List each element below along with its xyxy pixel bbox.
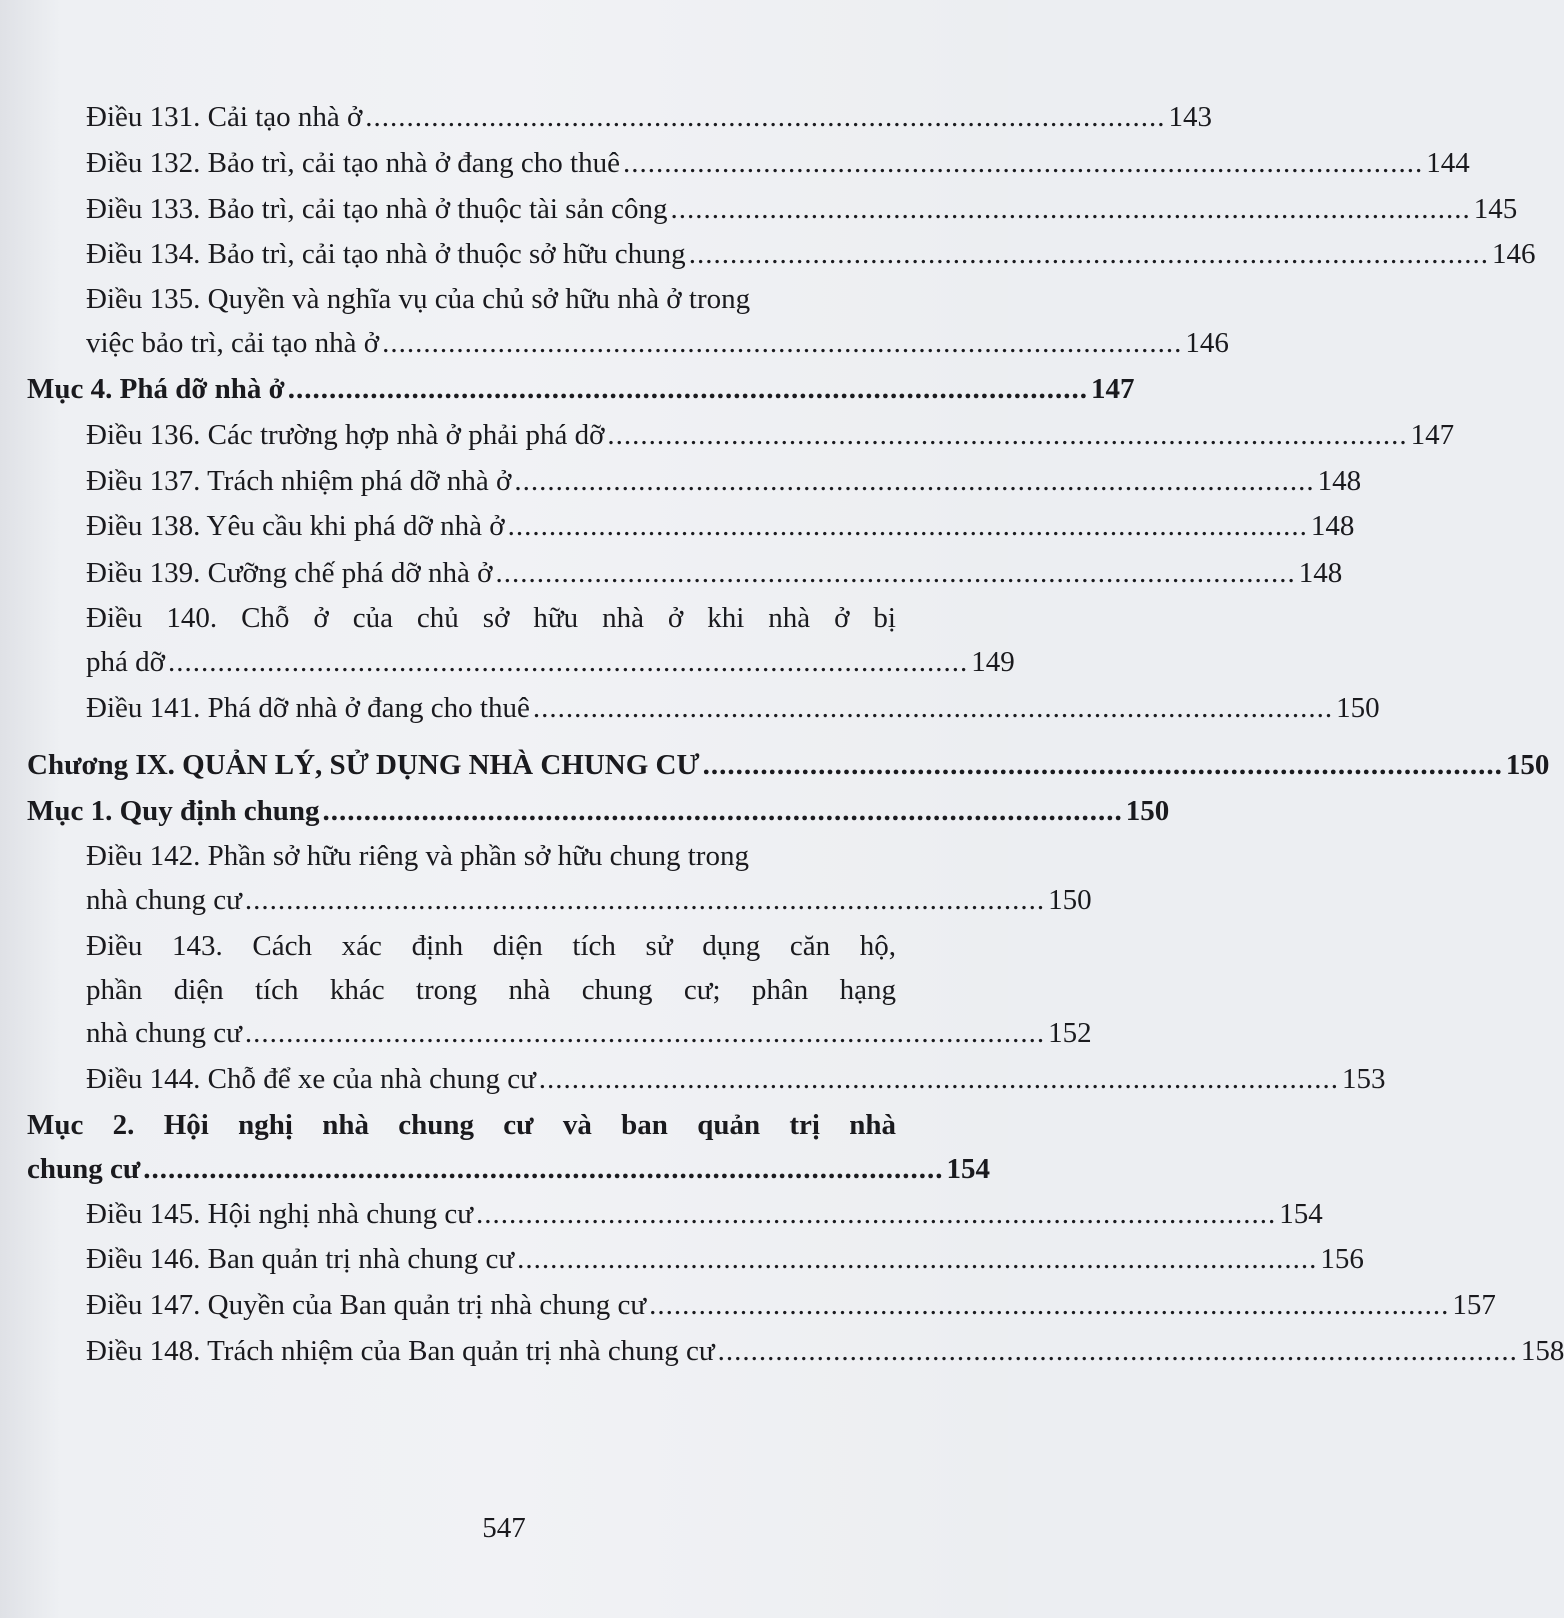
entry-title: Điều 147. Quyền của Ban quản trị nhà chung cư (86, 1289, 647, 1321)
dot-leader: ................................................................................................. (622, 147, 1424, 179)
entry-page: 147 (1090, 373, 1135, 405)
toc-entry (86, 232, 1536, 276)
entry-title: Điều 132. Bảo trì, cải tạo nhà ở đang cho thuê (86, 147, 620, 179)
entry-page: 156 (1320, 1243, 1364, 1275)
toc-row (0, 1283, 1496, 1327)
section-title-line: Mục 2. Hội nghị nhà chung cư và ban quản trị nhà (27, 1109, 896, 1141)
dot-leader: ................................................................................................. (649, 1289, 1450, 1321)
toc-row (0, 640, 1015, 684)
entry-page: 148 (1317, 465, 1362, 497)
toc-row (0, 551, 1343, 595)
toc-entry (86, 187, 1518, 231)
dot-leader: ................................................................................................. (507, 510, 1308, 542)
toc-row (0, 459, 1362, 503)
toc-row (0, 878, 1092, 922)
entry-page: 149 (971, 646, 1015, 678)
dot-leader: ................................................................................................. (365, 101, 1166, 133)
entry-title: Điều 137. Trách nhiệm phá dỡ nhà ở (86, 465, 512, 497)
entry-title: Điều 131. Cải tạo nhà ở (86, 101, 363, 133)
toc-entry (86, 640, 1015, 684)
section-title: chung cư (27, 1153, 141, 1185)
entry-title-line: Điều 140. Chỗ ở của chủ sở hữu nhà ở khi nhà ở bị (86, 602, 896, 634)
entry-title-line: Điều 143. Cách xác định diện tích sử dụng căn hộ, (86, 930, 896, 962)
dot-leader: ................................................................................................. (244, 884, 1046, 916)
dot-leader: ................................................................................................. (244, 1017, 1046, 1049)
chapter-title: Chương IX. QUẢN LÝ, SỬ DỤNG NHÀ CHUNG CƯ (27, 749, 700, 781)
toc-entry (86, 1057, 1386, 1101)
dot-leader: ................................................................................................. (670, 193, 1471, 225)
entry-title: Điều 138. Yêu cầu khi phá dỡ nhà ở (86, 510, 505, 542)
toc-entry (27, 743, 1550, 787)
toc-row (0, 187, 1518, 231)
entry-title: nhà chung cư (86, 884, 242, 916)
entry-page: 152 (1048, 1017, 1092, 1049)
toc-entry (86, 1237, 1364, 1281)
toc-entry (86, 878, 1092, 922)
toc-row (0, 1057, 1386, 1101)
entry-title: Điều 139. Cưỡng chế phá dỡ nhà ở (86, 557, 493, 589)
entry-page: 145 (1473, 193, 1518, 225)
entry-page: 148 (1298, 557, 1343, 589)
dot-leader: ................................................................................................. (167, 646, 969, 678)
toc-row (0, 141, 1470, 185)
entry-title: phá dỡ (86, 646, 165, 678)
toc-entry (27, 1147, 991, 1191)
toc-entry (86, 1011, 1092, 1055)
toc-row-first-line (0, 596, 1008, 640)
toc-row (0, 321, 1229, 365)
toc-row-first-line (0, 924, 1008, 968)
toc-row (0, 95, 1213, 139)
entry-title-line: Điều 135. Quyền và nghĩa vụ của chủ sở hữu nhà ở trong (86, 283, 751, 315)
entry-page: 154 (946, 1153, 991, 1185)
dot-leader: ................................................................................................. (287, 373, 1088, 405)
toc-entry (86, 95, 1213, 139)
toc-row-first-line (0, 277, 1008, 321)
entry-page: 143 (1168, 101, 1213, 133)
entry-title-line: Điều 142. Phần sở hữu riêng và phần sở hữu chung trong (86, 840, 749, 872)
toc-row (0, 686, 1380, 730)
toc-row-section (0, 1147, 1008, 1191)
dot-leader: ................................................................................................. (532, 692, 1334, 724)
entry-page: 150 (1336, 692, 1380, 724)
dot-leader: ................................................................................................. (702, 749, 1503, 781)
dot-leader: ................................................................................................. (517, 1243, 1318, 1275)
dot-leader: ................................................................................................. (495, 557, 1296, 589)
entry-title: Điều 141. Phá dỡ nhà ở đang cho thuê (86, 692, 530, 724)
entry-title: Điều 136. Các trường hợp nhà ở phải phá dỡ (86, 419, 605, 451)
toc-entry (86, 413, 1455, 457)
dot-leader: ................................................................................................. (538, 1063, 1340, 1095)
dot-leader: ................................................................................................. (382, 327, 1183, 359)
entry-title: việc bảo trì, cải tạo nhà ở (86, 327, 380, 359)
toc-row-chapter (0, 743, 1550, 787)
entry-page: 154 (1279, 1198, 1323, 1230)
toc-entry (86, 141, 1470, 185)
entry-page: 150 (1505, 749, 1550, 781)
page-number: 547 (482, 1512, 526, 1544)
entry-page: 157 (1452, 1289, 1496, 1321)
section-title: Mục 1. Quy định chung (27, 795, 320, 827)
toc-entry (86, 504, 1355, 548)
dot-leader: ................................................................................................. (607, 419, 1408, 451)
entry-title: Điều 148. Trách nhiệm của Ban quản trị nhà chung cư (86, 1335, 715, 1367)
toc-entry (27, 367, 1135, 411)
toc-entry (86, 1329, 1564, 1373)
entry-page: 150 (1125, 795, 1170, 827)
dot-leader: ................................................................................................. (514, 465, 1315, 497)
entry-page: 148 (1310, 510, 1355, 542)
toc-row (0, 1192, 1323, 1236)
toc-row-first-line (0, 834, 1008, 878)
toc-row-first-line (0, 1103, 1008, 1147)
entry-title: Điều 134. Bảo trì, cải tạo nhà ở thuộc sở hữu chung (86, 238, 686, 270)
toc-entry (86, 459, 1362, 503)
toc-row-section (0, 789, 1170, 833)
section-title: Mục 4. Phá dỡ nhà ở (27, 373, 285, 405)
entry-page: 144 (1426, 147, 1470, 179)
toc-entry (86, 551, 1343, 595)
toc-entry (86, 321, 1229, 365)
entry-title: nhà chung cư (86, 1017, 242, 1049)
entry-title: Điều 144. Chỗ để xe của nhà chung cư (86, 1063, 536, 1095)
entry-page: 153 (1342, 1063, 1386, 1095)
toc-entry (86, 1192, 1323, 1236)
dot-leader: ................................................................................................. (476, 1198, 1277, 1230)
toc-entry (86, 686, 1380, 730)
entry-title: Điều 145. Hội nghị nhà chung cư (86, 1198, 474, 1230)
dot-leader: ................................................................................................. (322, 795, 1123, 827)
toc-entry (27, 789, 1170, 833)
toc-row (0, 232, 1536, 276)
entry-page: 146 (1491, 238, 1536, 270)
toc-row (0, 504, 1355, 548)
toc-row (0, 1237, 1364, 1281)
entry-page: 158 (1520, 1335, 1564, 1367)
dot-leader: ................................................................................................. (717, 1335, 1518, 1367)
entry-page: 146 (1185, 327, 1229, 359)
toc-row (0, 1329, 1564, 1373)
toc-row (0, 1011, 1092, 1055)
toc-row-section (0, 367, 1135, 411)
entry-title: Điều 133. Bảo trì, cải tạo nhà ở thuộc tài sản công (86, 193, 668, 225)
dot-leader: ................................................................................................. (688, 238, 1489, 270)
dot-leader: ................................................................................................. (143, 1153, 944, 1185)
toc-entry (86, 1283, 1496, 1327)
entry-title-line: phần diện tích khác trong nhà chung cư; phân hạng (86, 974, 896, 1006)
entry-page: 150 (1048, 884, 1092, 916)
entry-title: Điều 146. Ban quản trị nhà chung cư (86, 1243, 515, 1275)
toc-row (0, 413, 1455, 457)
toc-row-continuation (0, 968, 1008, 1012)
entry-page: 147 (1410, 419, 1455, 451)
